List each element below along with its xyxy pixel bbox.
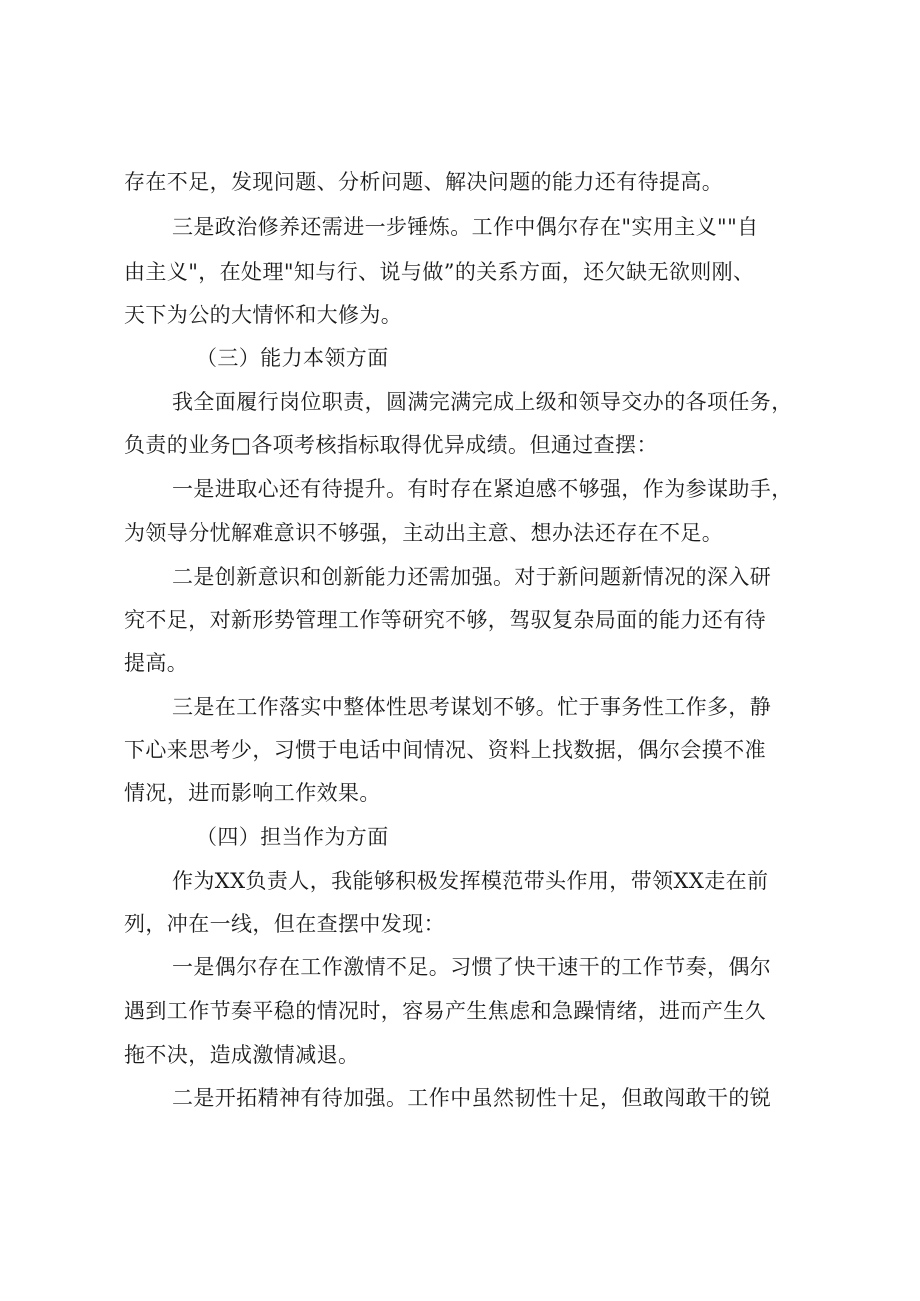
body-text-line: 提高。 [124,651,189,675]
body-text-line: 天下为公的大情怀和大修为。 [124,303,403,327]
body-text-line: 拖不决，造成激情减退。 [124,1043,360,1067]
section-heading: （三）能力本领方面 [196,346,389,370]
body-text-line: 一是偶尔存在工作激情不足。习惯了快干速干的工作节奏，偶尔 [172,955,772,979]
body-text-line: 二是创新意识和创新能力还需加强。对于新问题新情况的深入研 [172,565,772,589]
body-text-line: 由主义"，在处理"知与行、说与做”的关系方面，还欠缺无欲则刚、 [124,260,755,284]
body-text-line: 列，冲在一线，但在查摆中发现： [124,912,445,936]
body-text-line: 一是进取心还有待提升。有时存在紧迫感不够强，作为参谋助手， [172,477,793,501]
body-text-line: 三是政治修养还需进一步锤炼。工作中偶尔存在"实用主义""自 [172,215,759,239]
body-text-line: 负责的业务□各项考核指标取得优异成绩。但通过查摆： [124,433,658,457]
body-text-line: 我全面履行岗位职责，圆满完满完成上级和领导交办的各项任务， [172,390,793,414]
body-text-line: 二是开拓精神有待加强。工作中虽然韧性十足，但敢闯敢干的锐 [172,1086,772,1110]
section-heading: （四）担当作为方面 [196,825,389,849]
body-text-line: 为领导分忧解难意识不够强，主动出主意、想办法还存在不足。 [124,521,724,545]
body-text-line: 存在不足，发现问题、分析问题、解决问题的能力还有待提高。 [124,170,724,194]
body-text-line: 下心来思考少，习惯于电话中间情况、资料上找数据，偶尔会摸不准 [124,738,766,762]
body-text-line: 情况，进而影响工作效果。 [124,781,381,805]
body-text-line: 三是在工作落实中整体性思考谋划不够。忙于事务性工作多，静 [172,695,772,719]
body-text-line: 究不足，对新形势管理工作等研究不够，驾驭复杂局面的能力还有待 [124,608,766,632]
body-text-line: 遇到工作节奏平稳的情况时，容易产生焦虑和急躁情绪，进而产生久 [124,999,766,1023]
body-text-line: 作为XX负责人，我能够积极发挥模范带头作用，带领XX走在前 [172,869,769,893]
